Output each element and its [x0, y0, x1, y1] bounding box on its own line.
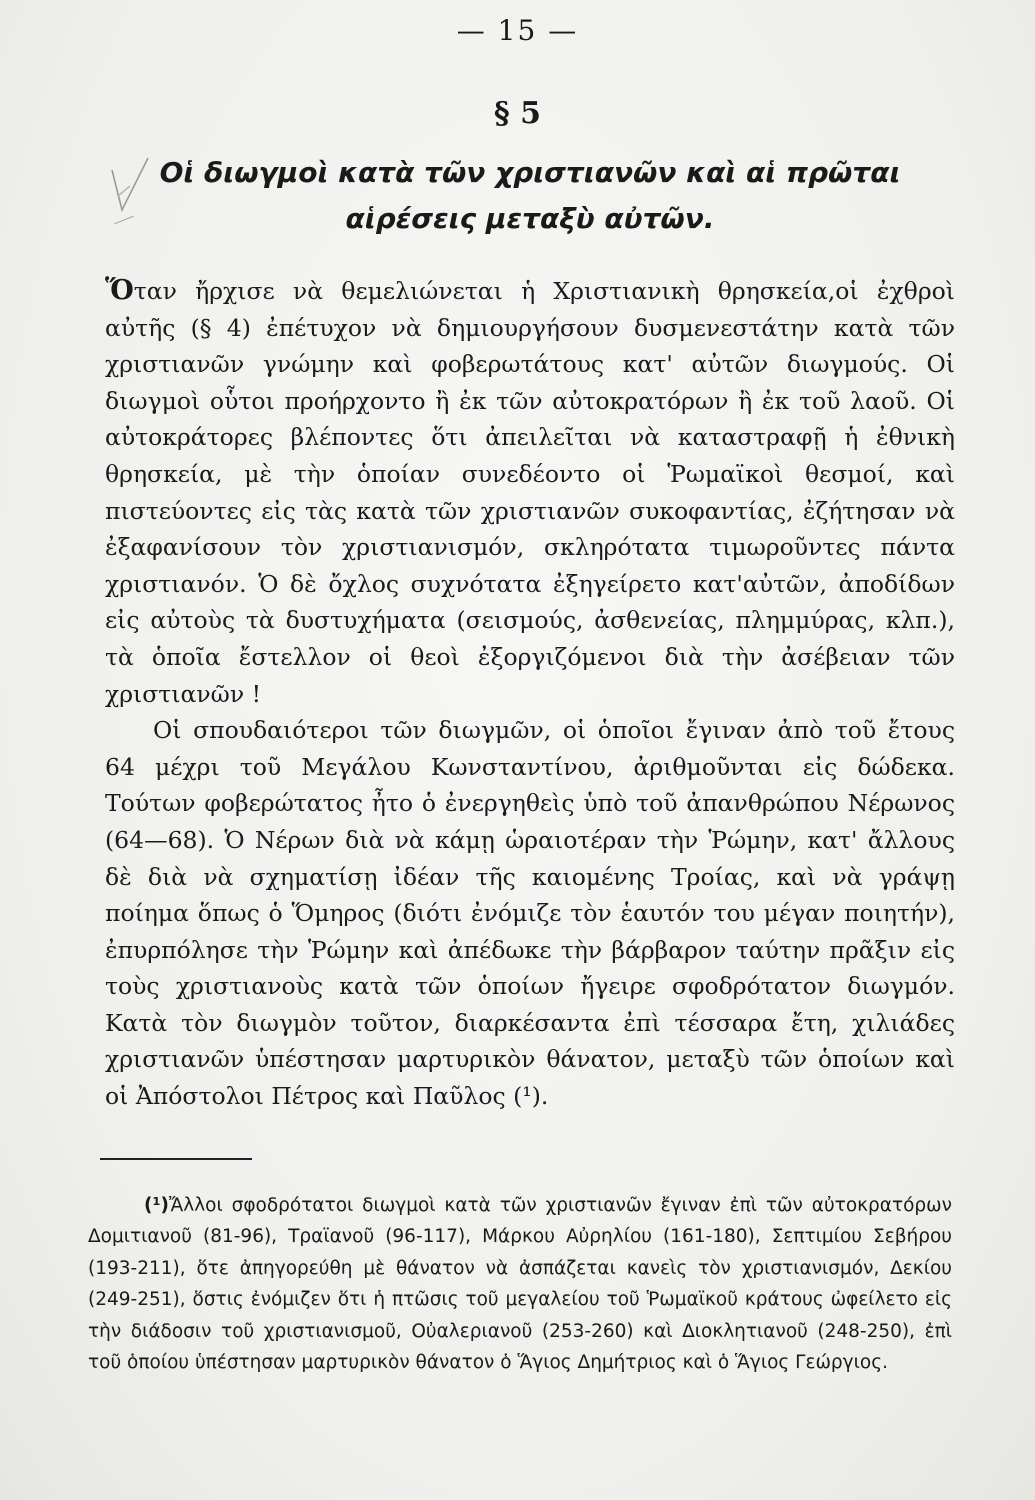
section-heading — [100, 150, 960, 242]
paragraph-2: Οἱ σπουδαιότεροι τῶν διωγμῶν, οἱ ὁποῖοι ἔγιναν ἀπὸ τοῦ ἔτους 64 μέχρι τοῦ Μεγάλου Κωνσταντίνου, ἀριθμοῦνται εἰς δώδεκα. Τούτων φοβερώτατος ἦτο ὁ ἐνεργηθεὶς ὑπὸ τοῦ ἀπανθρώπου Νέρωνος (64—68). Ὁ Νέρων διὰ νὰ κάμῃ ὡραιοτέραν τὴν Ῥώμην, κατ' ἄλλους δὲ διὰ νὰ σχηματίσῃ ἰδέαν τῆς καιομένης Τροίας, καὶ νὰ γράψῃ ποίημα ὅπως ὁ Ὅμηρος (διότι ἐνόμιζε τὸν ἑαυτόν του μέγαν ποιητήν), ἐπυρπόλησε τὴν Ῥώμην καὶ ἀπέδωκε τὴν βάρβαρον ταύτην πρᾶξιν εἰς τοὺς χριστιανοὺς κατὰ τῶν ὁποίων ἤγειρε σφοδρότατον διωγμόν. Κατὰ τὸν διωγμὸν τοῦτον, διαρκέσαντα ἐπὶ τέσσαρα ἔτη, χιλιάδες χριστιανῶν ὑπέστησαν μαρτυρικὸν θάνατον, μεταξὺ τῶν ὁποίων καὶ οἱ Ἀπόστολοι Πέτρος καὶ Παῦλος (¹). — [105, 716, 955, 1111]
page-number: — 15 — — [456, 14, 579, 47]
heading-line-2: αἱρέσεις μεταξὺ αὐτῶν. — [345, 202, 715, 235]
heading-line-1: Οἱ διωγμοὶ κατὰ τῶν χριστιανῶν καὶ αἱ πρῶται — [159, 156, 901, 189]
footnote-mark: (¹) — [144, 1195, 170, 1216]
paragraph-1-text: ταν ἤρχισε νὰ θεμελιώνεται ἡ Χριστιανικὴ θρησκεία,οἱ ἐχθροὶ αὐτῆς (§ 4) ἐπέτυχον νὰ δημιουργήσουν δυσμενεστάτην κατὰ τῶν χριστιανῶν γνώμην καὶ φοβερωτάτους κατ' αὐτῶν διωγμούς. Οἱ διωγμοὶ οὗτοι προήρχοντο ἢ ἐκ τῶν αὐτοκρατόρων ἢ ἐκ τοῦ λαοῦ. Οἱ αὐτοκράτορες βλέποντες ὅτι ἀπειλεῖται νὰ καταστραφῇ ἡ ἐθνικὴ θρησκεία, μὲ τὴν ὁποίαν συνεδέοντο οἱ Ῥωμαϊκοὶ θεσμοί, καὶ πιστεύοντες εἰς τὰς κατὰ τῶν χριστιανῶν συκοφαντίας, ἐζήτησαν νὰ ἐξαφανίσουν τὸν χριστιανισμόν, σκληρότατα τιμωροῦντες πάντα χριστιανόν. Ὁ δὲ ὄχλος συχνότατα ἐξηγείρετο κατ'αὐτῶν, ἀποδίδων εἰς αὐτοὺς τὰ δυστυχήματα (σεισμούς, ἀσθενείας, πλημμύρας, κλπ.), τὰ ὁποῖα ἔστελλον οἱ θεοὶ ἐξοργιζόμενοι διὰ τὴν ἀσέβειαν τῶν χριστιανῶν ! — [105, 277, 955, 708]
drop-capital: Ὅ — [105, 275, 134, 306]
section-number: § 5 — [493, 96, 541, 131]
footnote — [88, 1190, 952, 1378]
paragraph-1 — [105, 273, 955, 712]
main-text — [105, 273, 955, 1115]
footnote-text: Ἄλλοι σφοδρότατοι διωγμοὶ κατὰ τῶν χριστιανῶν ἔγιναν ἐπὶ τῶν αὐτοκρατόρων Δομιτιανοῦ (81-96), Τραϊανοῦ (96-117), Μάρκου Αὐρηλίου (161-180), Σεπτιμίου Σεβήρου (193-211), ὅτε ἀπηγορεύθη μὲ θάνατον νὰ ἀσπάζεται κανεὶς τὸν χριστιανισμόν, Δεκίου (249-251), ὅστις ἐνόμιζεν ὅτι ἡ πτῶσις τοῦ μεγαλείου τοῦ Ῥωμαϊκοῦ κράτους ὠφείλετο εἰς τὴν διάδοσιν τοῦ χριστιανισμοῦ, Οὐαλεριανοῦ (253-260) καὶ Διοκλητιανοῦ (248-250), ἐπὶ τοῦ ὁποίου ὑπέστησαν μαρτυρικὸν θάνατον ὁ Ἅγιος Δημήτριος καὶ ὁ Ἅγιος Γεώργιος. — [88, 1195, 952, 1374]
footnote-divider — [100, 1158, 252, 1160]
